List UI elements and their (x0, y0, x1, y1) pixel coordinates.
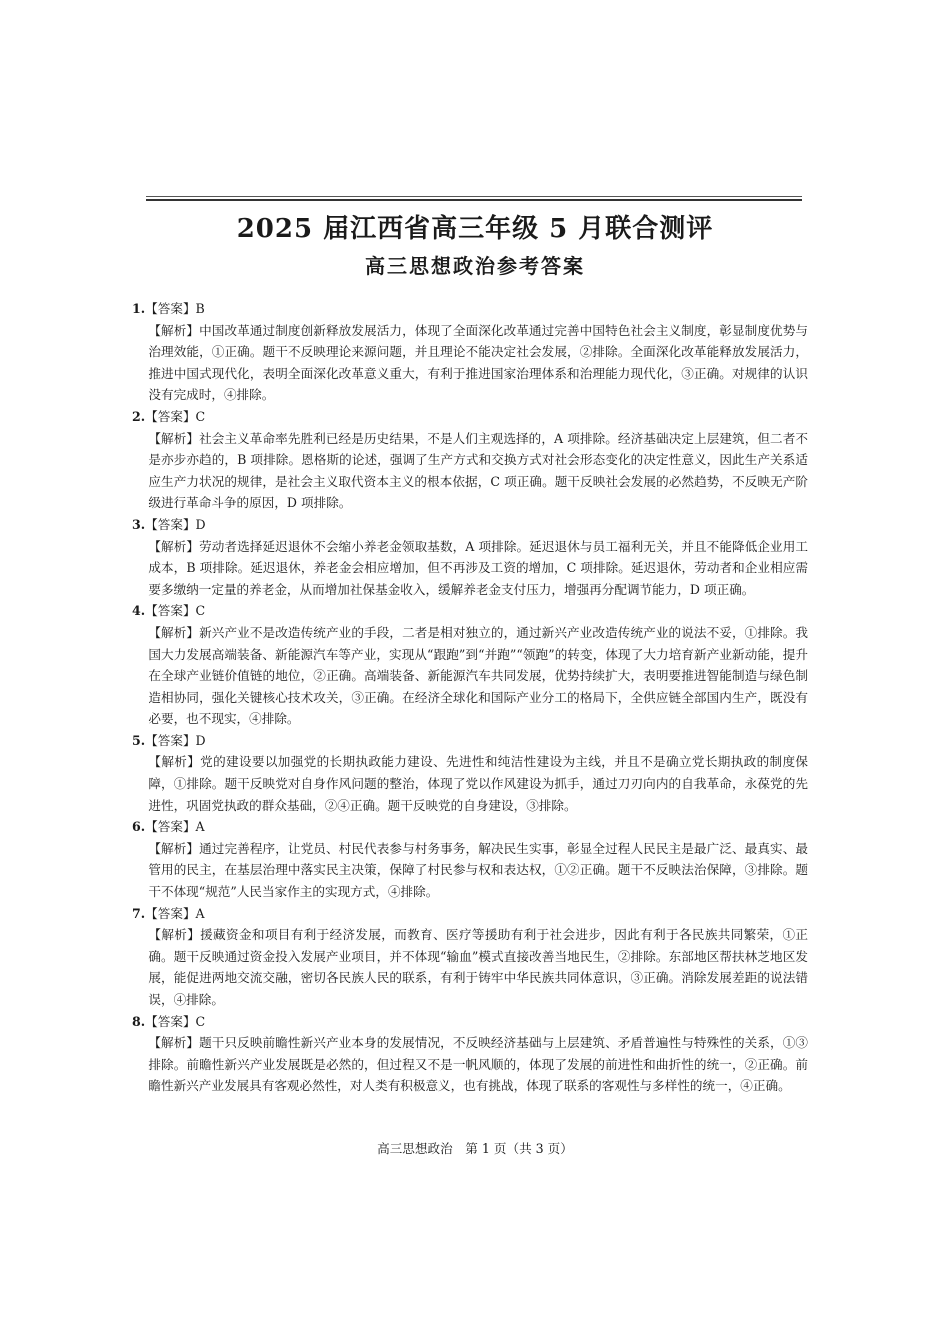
answer-value: 【答案】B (145, 301, 205, 316)
answer-value: 【答案】A (145, 819, 205, 835)
analysis-text: 【解析】劳动者选择延迟退休不会缩小养老金领取基数，A 项排除。延迟退休与员工福利无关，并且不能降低企业用工成本，B 项排除。延迟退休，养老金会相应增加，但不再涉及工资的增加，C 项排除。延迟退休，劳动者和企业相应需要多缴纳一定量的养老金，从而增加社保基金收入，缓解养老金支付压力，增强再分配调节能力，D 项正确。 (148, 538, 808, 597)
analysis-text: 【解析】中国改革通过制度创新释放发展活力，体现了全面深化改革通过完善中国特色社会主义制度，彰显制度优势与治理效能，①正确。题干不反映理论来源问题，并且理论不能决定社会发展，②排除。全面深化改革能释放发展活力，推进中国式现代化，表明全面深化改革意义重大，有利于推进国家治理体系和治理能力现代化，③正确。对规律的认识没有完成时，④排除。 (148, 322, 808, 403)
answer-item (132, 903, 808, 1011)
answer-value: 【答案】C (145, 1013, 206, 1029)
question-number: 2. (132, 408, 146, 424)
answer-line (132, 730, 808, 752)
header-rule-thick (146, 199, 802, 201)
answer-line (132, 1011, 808, 1033)
page-title: 2025 届江西省高三年级 5 月联合测评 (236, 214, 714, 244)
answer-value: 【答案】A (145, 905, 205, 921)
answer-line (132, 406, 808, 428)
answer-line (132, 816, 808, 838)
answer-item (132, 1011, 808, 1097)
answer-value: 【答案】C (145, 603, 206, 619)
answer-item (132, 406, 808, 514)
question-number: 6. (132, 819, 146, 835)
answer-value: 【答案】C (145, 408, 206, 424)
header-rule-thin (146, 196, 802, 197)
answer-item (132, 600, 808, 730)
analysis-text: 【解析】社会主义革命率先胜利已经是历史结果，不是人们主观选择的，A 项排除。经济基础决定上层建筑，但二者不是亦步亦趋的，B 项排除。恩格斯的论述，强调了生产方式和交换方式对社会形态变化的决定性意义，因此生产关系适应生产力状况的规律，是社会主义取代资本主义的根本依据，C 项正确。题干反映社会发展的必然趋势，不反映无产阶级进行革命斗争的原因，D 项排除。 (148, 430, 808, 511)
header-rule (146, 196, 802, 201)
answer-item (132, 514, 808, 600)
answer-item (132, 816, 808, 902)
question-number: 1. (132, 301, 146, 316)
question-number: 7. (132, 905, 146, 921)
answer-item (132, 730, 808, 816)
answer-line (132, 903, 808, 925)
analysis-text: 【解析】援藏资金和项目有利于经济发展，而教育、医疗等援助有利于社会进步，因此有利于各民族共同繁荣，①正确。题干反映通过资金投入发展产业项目，并不体现“输血”模式直接改善当地民生，②排除。东部地区帮扶林芝地区发展，能促进两地交流交融，密切各民族人民的联系，有利于铸牢中华民族共同体意识，③正确。消除发展差距的说法错误，④排除。 (148, 927, 808, 1007)
analysis-text: 【解析】党的建设要以加强党的长期执政能力建设、先进性和纯洁性建设为主线，并且不是确立党长期执政的制度保障，①排除。题干反映党对自身作风问题的整治，体现了党以作风建设为抓手，通过刀刃向内的自我革命，永葆党的先进性，巩固党执政的群众基础，②④正确。题干反映党的自身建设，③排除。 (148, 754, 808, 813)
answer-line (132, 298, 808, 320)
analysis-text: 【解析】新兴产业不是改造传统产业的手段，二者是相对独立的，通过新兴产业改造传统产业的说法不妥，①排除。我国大力发展高端装备、新能源汽车等产业，实现从“跟跑”到“并跑”“领跑”的转变，体现了大力培育新产业新动能，提升在全球产业链价值链的地位，②正确。高端装备、新能源汽车共同发展，优势持续扩大，表明要推进智能制造与绿色制造相协同，强化关键核心技术攻关，③正确。在经济全球化和国际产业分工的格局下，全供应链全部国内生产，既没有必要，也不现实，④排除。 (148, 624, 808, 727)
question-number: 3. (132, 516, 146, 532)
answer-item (132, 298, 808, 406)
answer-list (132, 298, 808, 1097)
answer-value: 【答案】D (145, 732, 206, 748)
question-number: 8. (132, 1013, 146, 1029)
analysis-text: 【解析】通过完善程序，让党员、村民代表参与村务事务，解决民生实事，彰显全过程人民民主是最广泛、最真实、最管用的民主，在基层治理中落实民主决策，保障了村民参与权和表达权，①②正确。题干不反映法治保障，③排除。题干不体现“规范”人民当家作主的实现方式，④排除。 (148, 840, 808, 900)
answer-line (132, 600, 808, 622)
page-footer: 高三思想政治 第 1 页（共 3 页） (377, 1141, 573, 1156)
analysis-text: 【解析】题干只反映前瞻性新兴产业本身的发展情况，不反映经济基础与上层建筑、矛盾普遍性与特殊性的关系，①③排除。前瞻性新兴产业发展既是必然的，但过程又不是一帆风顺的，体现了发展的前进性和曲折性的统一，②正确。前瞻性新兴产业发展具有客观必然性，对人类有积极意义，也有挑战，体现了联系的客观性与多样性的统一，④正确。 (148, 1035, 808, 1094)
page-subtitle: 高三思想政治参考答案 (365, 254, 585, 278)
answer-line (132, 514, 808, 536)
answer-value: 【答案】D (145, 516, 206, 532)
question-number: 4. (132, 603, 146, 619)
question-number: 5. (132, 732, 146, 748)
